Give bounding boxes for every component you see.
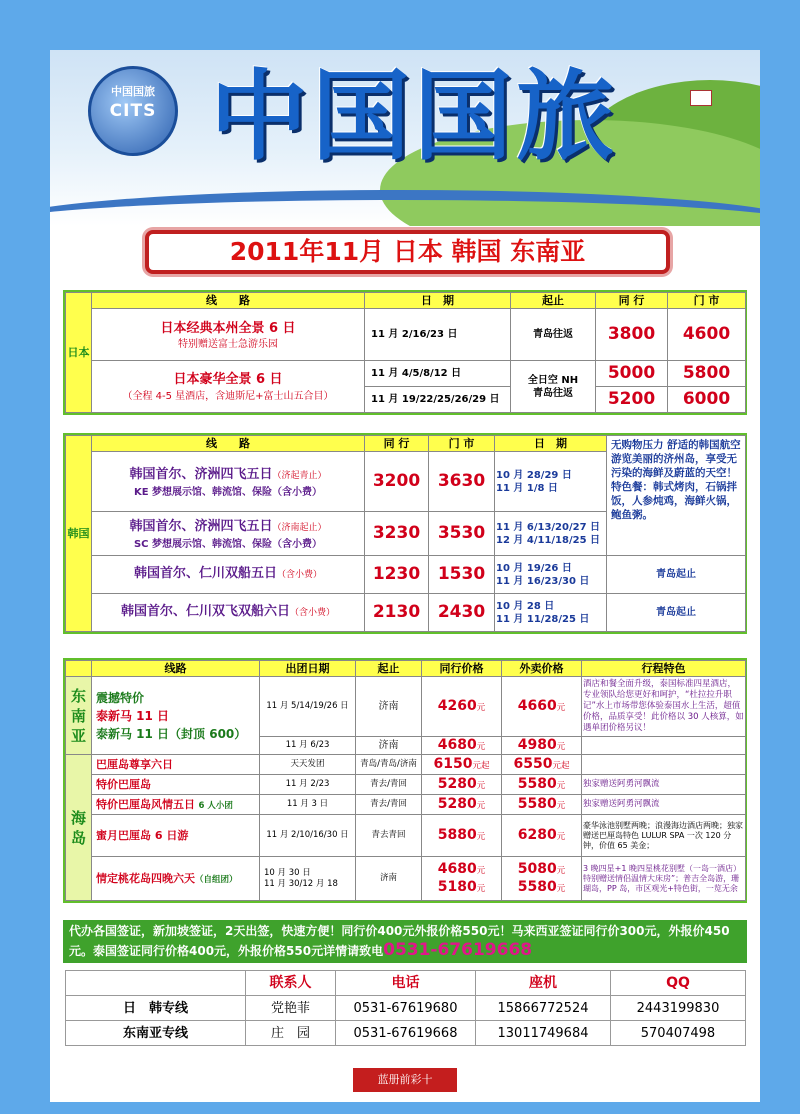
- peer-price: 5200: [596, 387, 668, 413]
- retail-price: 6280: [517, 826, 557, 843]
- contact-name: 党艳菲: [246, 996, 336, 1021]
- peer-price: 5180: [437, 878, 477, 895]
- price-unit: 元起: [472, 760, 490, 771]
- month-banner: 2011年11月 日本 韩国 东南亚: [145, 230, 670, 274]
- line-name: 日 韩专线: [66, 996, 246, 1021]
- col-depart: 出团日期: [260, 661, 356, 677]
- route-date: 11 月 2/23: [260, 775, 356, 795]
- landline-number: 15866772524: [476, 996, 611, 1021]
- table-row: [66, 361, 746, 387]
- cits-globe-logo: [88, 66, 178, 156]
- price-unit: 元: [476, 780, 486, 791]
- route-date: 10 月 30 日: [264, 867, 311, 878]
- peer-price: 6150: [433, 755, 473, 772]
- peer-price: 3200: [365, 452, 429, 512]
- route-date: 10 月 28 日: [496, 600, 555, 612]
- route-date: 11 月 6/23: [260, 737, 356, 755]
- visa-phone: 0531-67619668: [383, 940, 533, 960]
- route-name: 情定桃花岛四晚六天: [96, 871, 195, 885]
- table-row: [66, 857, 746, 901]
- col-from: 起止: [511, 293, 596, 309]
- route-feature: [582, 755, 746, 775]
- korea-side-label: 韩国: [66, 436, 92, 632]
- route-from: 济南: [356, 857, 422, 901]
- col-date: 日 期: [365, 293, 511, 309]
- route-name: 泰新马 11 日: [96, 708, 170, 723]
- table-row: [66, 677, 746, 737]
- route-date: 11 月 16/23/30 日: [496, 575, 590, 587]
- peer-price: 4260: [437, 697, 477, 714]
- route-name: 日本豪华全景 6 日: [173, 372, 283, 387]
- peer-price: 5880: [437, 826, 477, 843]
- price-unit: 元: [476, 702, 486, 713]
- phone-number: 0531-67619668: [336, 1021, 476, 1046]
- route-name: 特价巴厘岛: [92, 775, 260, 795]
- price-unit: 元: [476, 883, 486, 894]
- route-tag: （自组团）: [195, 874, 238, 885]
- route-feature: 3 晚四星+1 晚四星桃花别墅（一岛一酒店）特别赠送情侣温情大床房”；普吉全岛游，珊瑚岛，PP 岛，市区观光+特色街，一览无余: [582, 857, 746, 901]
- retail-price: 4600: [668, 309, 746, 361]
- route-name: 韩国首尔、济洲四飞五日: [129, 466, 273, 482]
- retail-price: 5580: [517, 795, 557, 812]
- route-from: 青岛往返: [533, 387, 573, 399]
- route-name: 韩国首尔、仁川双飞双船六日: [120, 604, 290, 619]
- retail-price: 5080: [517, 860, 557, 877]
- retail-price: 4660: [517, 697, 557, 714]
- col-date: 日 期: [495, 436, 607, 452]
- retail-price: 3630: [429, 452, 495, 512]
- peer-price: 1230: [365, 556, 429, 594]
- route-date: 12 月 4/11/18/25 日: [496, 534, 601, 546]
- col-retail: 门 市: [429, 436, 495, 452]
- visa-text: 代办各国签证，新加坡签证，2天出签，快速方便！同行价400元外报价格550元！马来西亚签证同行价300元，外报价450元。泰国签证同行价格400元，外报价格550元详情请致电: [69, 924, 730, 958]
- table-row: [66, 556, 746, 594]
- route-tag: （含小费）: [290, 608, 336, 618]
- route-feature: 独家赠送阿勇河飘流: [582, 775, 746, 795]
- retail-price: 3530: [429, 512, 495, 556]
- price-unit: 元: [556, 865, 566, 876]
- price-unit: 元: [476, 741, 486, 752]
- route-name: 泰新马 11 日（封顶 600）: [96, 726, 247, 741]
- route-date: 天天发团: [260, 755, 356, 775]
- route-from: 青去/青回: [356, 795, 422, 815]
- sea-side-label: 东南亚: [66, 677, 92, 755]
- footer-tag: 蓝册前彩十: [353, 1068, 457, 1092]
- table-row: [66, 815, 746, 857]
- route-feature: 独家赠送阿勇河飘流: [582, 795, 746, 815]
- hero-header: [50, 50, 760, 226]
- route-note: SC 梦想展示馆、韩流馆、保险（含小费）: [133, 538, 323, 550]
- price-unit: 元: [556, 883, 566, 894]
- peer-price: 3800: [596, 309, 668, 361]
- route-date: 11 月 19/22/25/26/29 日: [365, 387, 511, 413]
- japan-section: [63, 290, 747, 415]
- table-row: [66, 755, 746, 775]
- col-feature: 行程特色: [582, 661, 746, 677]
- route-name: 日本经典本州全景 6 日: [160, 320, 296, 336]
- route-name: 巴厘岛尊享六日: [92, 755, 260, 775]
- table-row: [66, 1021, 746, 1046]
- brochure-page: [50, 50, 760, 1102]
- visa-notice: [63, 920, 747, 963]
- route-date: 11 月 4/5/8/12 日: [365, 361, 511, 387]
- table-row: [66, 775, 746, 795]
- peer-price: 5280: [437, 775, 477, 792]
- price-unit: 元起: [552, 760, 570, 771]
- island-side-label: 海岛: [66, 755, 92, 901]
- route-from: 济南: [356, 677, 422, 737]
- route-from: 青岛起止: [607, 594, 746, 632]
- route-date: 11 月 6/13/20/27 日: [496, 521, 601, 533]
- route-date: 11 月 2/16/23 日: [365, 309, 511, 361]
- route-tag: （济南起止）: [272, 522, 327, 533]
- brand-title: 中国国旅: [210, 60, 619, 174]
- route-airline: 全日空 NH: [527, 374, 579, 386]
- retail-price: 5580: [517, 775, 557, 792]
- logo-en-text: CITS: [109, 101, 157, 121]
- route-date: 11 月 1/8 日: [496, 482, 558, 494]
- logo-cn-text: 中国国旅: [111, 85, 155, 98]
- retail-price: 6000: [668, 387, 746, 413]
- contacts-table: [65, 970, 746, 1046]
- retail-price: 6550: [513, 755, 553, 772]
- korea-section: [63, 433, 747, 634]
- route-note: 特别赠送富士急游乐园: [178, 338, 278, 350]
- col-route: 线 路: [92, 436, 365, 452]
- korea-promo-text: 无购物压力 舒适的韩国航空游览美丽的济州岛，享受无污染的海鲜及蔚蓝的天空！特色餐：韩式烤肉，石锅拌饭，人参炖鸡，海鲜火锅，鲍鱼粥。: [607, 436, 746, 556]
- peer-price: 2130: [365, 594, 429, 632]
- price-unit: 元: [476, 800, 486, 811]
- price-unit: 元: [476, 865, 486, 876]
- route-from: 青岛/青岛/济南: [356, 755, 422, 775]
- peer-price: 4680: [437, 736, 477, 753]
- price-unit: 元: [476, 831, 486, 842]
- table-row: [66, 795, 746, 815]
- table-row: [66, 996, 746, 1021]
- route-name: 韩国首尔、仁川双船五日: [133, 566, 277, 581]
- retail-price: 1530: [429, 556, 495, 594]
- peer-price: 5000: [596, 361, 668, 387]
- peer-price: 4680: [437, 860, 477, 877]
- qq-number: 2443199830: [611, 996, 746, 1021]
- col-qq: QQ: [611, 971, 746, 996]
- col-peer: 同 行: [365, 436, 429, 452]
- col-route: 线 路: [92, 293, 365, 309]
- peer-price: 3230: [365, 512, 429, 556]
- col-peer: 同行价格: [422, 661, 502, 677]
- route-name: 特价巴厘岛风情五日: [96, 797, 195, 811]
- col-route: 线路: [92, 661, 260, 677]
- route-date: 11 月 30/12 月 18: [264, 878, 338, 889]
- phone-number: 0531-67619680: [336, 996, 476, 1021]
- price-unit: 元: [556, 831, 566, 842]
- retail-price: 5800: [668, 361, 746, 387]
- route-date: 11 月 2/10/16/30 日: [260, 815, 356, 857]
- retail-price: 2430: [429, 594, 495, 632]
- route-from: 济南: [356, 737, 422, 755]
- route-note: KE 梦想展示馆、韩流馆、保险（含小费）: [133, 486, 323, 498]
- price-unit: 元: [556, 780, 566, 791]
- route-tag: （含小费）: [277, 570, 323, 580]
- route-from: 青岛往返: [511, 309, 596, 361]
- route-from: 青去/青回: [356, 775, 422, 795]
- line-name: 东南亚专线: [66, 1021, 246, 1046]
- col-from: 起止: [356, 661, 422, 677]
- route-date: 11 月 5/14/19/26 日: [260, 677, 356, 737]
- route-name: 韩国首尔、济洲四飞五日: [129, 518, 273, 534]
- col-retail: 外卖价格: [502, 661, 582, 677]
- table-row: [66, 594, 746, 632]
- peer-price: 5280: [437, 795, 477, 812]
- price-unit: 元: [556, 800, 566, 811]
- route-date: 11 月 11/28/25 日: [496, 613, 590, 625]
- contact-name: 庄 园: [246, 1021, 336, 1046]
- col-peer: 同 行: [596, 293, 668, 309]
- route-date: 10 月 28/29 日: [496, 469, 572, 481]
- house-icon: [690, 90, 712, 106]
- qq-number: 570407498: [611, 1021, 746, 1046]
- route-date: 10 月 19/26 日: [496, 562, 572, 574]
- route-note: （全程 4-5 星酒店，含迪斯尼+富士山五合目）: [122, 391, 334, 402]
- retail-price: 4980: [517, 736, 557, 753]
- route-name: 震撼特价: [96, 690, 145, 705]
- price-unit: 元: [556, 741, 566, 752]
- route-feature: 酒店和餐全面升级，泰国标准四星酒店，专业领队给您更好和呵护，“杜拉拉升职记”水上市场带您体验泰国水上生活，超值价格，品质享受！此价格以 30 人核算，如遇单团价格另议！: [582, 677, 746, 737]
- price-unit: 元: [556, 702, 566, 713]
- route-name: 蜜月巴厘岛 6 日游: [92, 815, 260, 857]
- route-tag: （济起青止）: [272, 470, 327, 481]
- japan-side-label: 日本: [66, 293, 92, 413]
- table-row: [66, 309, 746, 361]
- col-retail: 门 市: [668, 293, 746, 309]
- route-from: 青岛起止: [607, 556, 746, 594]
- col-contact: 联系人: [246, 971, 336, 996]
- route-tag: 6 人小团: [198, 800, 233, 811]
- landline-number: 13011749684: [476, 1021, 611, 1046]
- col-landline: 座机: [476, 971, 611, 996]
- route-feature: 豪华泳池别墅两晚；浪漫海边酒店两晚；独家赠送巴厘岛特色 LULUR SPA 一次 120 分钟，价值 65 美金；: [582, 815, 746, 857]
- retail-price: 5580: [517, 878, 557, 895]
- route-from: 青去青回: [356, 815, 422, 857]
- route-date: 11 月 3 日: [260, 795, 356, 815]
- sea-section: [63, 658, 747, 903]
- col-phone: 电话: [336, 971, 476, 996]
